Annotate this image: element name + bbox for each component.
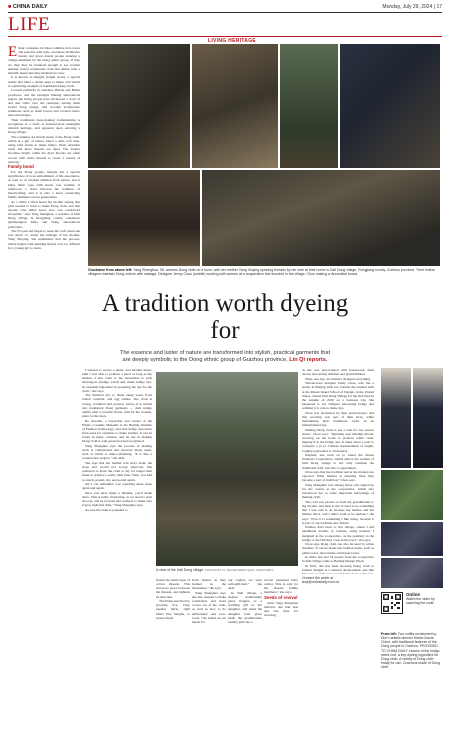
paragraph: I learned to weave a meter, and another meter, until I was able to produce a piece as long as my mother. I also went to the mountains to pick liaolangcao (indigo weed) and, made indigo dye, an essential ingredient in preparing the dye for the cloth," she says. [82, 368, 152, 393]
paragraph: In 2023, she and 54 people from the cooperative in Dali village came to Beijing Design Week. [302, 555, 374, 564]
village-photo-caption [156, 568, 298, 572]
side-photo-caption [381, 632, 443, 669]
photo-dior-outfit-1 [381, 368, 411, 468]
paragraph: Taiwan-born designer Jenny Chou, who has a studio in Beijing with two friends she studied with at the Rhode Island School of Design, in the United States, visited Dali Dong Village for the first time in the autumn of 2016 on a business trip. She happened to see villagers harvesting indigo and walking it to rain to make dye. [302, 381, 374, 411]
qr-code-icon[interactable] [381, 592, 403, 614]
photo-mother-spinning [192, 44, 278, 168]
paragraph: After Yang Shenghua married, she had less and less time for weaving, [264, 600, 298, 618]
byline: Lin Qi reports. [289, 357, 328, 363]
paragraph: Then, one day, an architect changed everything. [305, 376, 371, 381]
subhead-seeds-of-revival: Seeds of revival [264, 595, 298, 601]
drop-cap: E [8, 46, 18, 60]
photo-cushions [381, 558, 443, 588]
section-kicker: LIVING HERITAGE [208, 38, 257, 44]
logo-mark-icon: ■ [8, 4, 12, 10]
paragraph: from bushes as they farmed in the mountains," she says. [192, 578, 226, 591]
paragraph: As sure the cloth is pounded to [85, 507, 128, 512]
photo-dong-cloth [381, 522, 443, 556]
paragraph: The finished dye is made using water from boiled cowhide, and egg whites. The cloth is wrung, scrubbed and pressed, before it is turned into traditional Dong garments — dark indigo outfits with a colorful flower trim for the women, plain for the men. [82, 393, 152, 419]
logo-text: CHINA DAILY [12, 4, 48, 10]
paragraph: Making Dong cloth is not a task for one person alone," Chou says. "Spinning and winding thread, weaving on the loom to produce white cloth, dipping it in the indigo dye. It takes about a year to complete a pi (a Chinese measurement of length, roughly equivalent to 33 meters). [302, 427, 374, 453]
paragraph: As a child, I often heard my mother saying that girls needed to learn to make Dong cloth, and that anyone who didn't know how was considered incapable," says Yang Shenghua, a resident of Dali Dong village in Rongjiang county, Guizhou's Qiandongnan Miao and Dong autonomous prefecture. [8, 199, 80, 229]
paragraph: She says that her mother was strict about the steps and would not accept shortcuts. She preferred to leave the cloth to dry for longer than usual to achieve a really dark blue. Then, you had to starch, pound, dry, and pound again. [82, 461, 152, 482]
paragraph: For the Dong people, liangbu has a special significance. It is an embodiment of life experience, as well as of wisdom distilled from nature, and it helps them cope with harsh, wet weather. It reinforces a bond between the tradition of handcrafting, and it is also a bond connecting family members across generations. [8, 170, 80, 200]
main-photo-caption [88, 268, 440, 276]
paragraph: Located primarily in Guizhou, Hunan and Hubei provinces, and the Guangxi Zhuang autonomous region, the Dong people have developed a trove of arts and crafts over the centuries, among them Grand Song (dage), and wooden architecture traditions, such as drum towers and covered wind-and-rain bridges. [8, 88, 80, 118]
paragraph: The craft was passed on from my grandmother to my mother, and then to me. It used to be something that I was told to do because my mother and her mother did it, and I didn't want to be undone," she says. "Now it is something I like doing, because it is part of our tradition and culture. [302, 499, 374, 525]
issue-date: Monday, July 29, 2024 | 17 [382, 4, 442, 10]
photo-decorative-board [202, 170, 440, 266]
article-column-5 [228, 578, 262, 638]
article-headline: A tradition worth dyeing for [101, 290, 349, 344]
article-column-right [302, 368, 374, 574]
paragraph: It is known as liangbu (bright cloth), a special textile that takes a dozen steps to make, and which is a glittering example of handmade Dong cloth. [8, 75, 80, 88]
photo-weaving-loom [88, 44, 190, 168]
paragraph: Chou was fascinated by their perseverance, and that weaving was part of their lives, while maintaining their traditional styles in an industrialized age. [302, 410, 374, 428]
online-title: Online [406, 592, 421, 597]
subhead-family-bond: Family bond [8, 164, 34, 170]
caption-text: A view of the Dali Dong village. [156, 568, 205, 572]
caption-label: Clockwise from above left: [88, 268, 133, 272]
caption-label: From left: [381, 632, 397, 636]
paragraph: All I can remember was repeating these steps again and again. [82, 482, 152, 491]
paragraph: Inspired, she went on to found the Douse Women's Cooperative, which allows the women of Dali Dong village to not only continue the traditional craft, but also to experiment. [302, 453, 374, 470]
online-text: Watch the video by scanning the code. [406, 597, 435, 605]
masthead-logo [8, 4, 48, 10]
paragraph: Women don't need to live village, where I sell handmade textiles to tourists, using patterns I designed in the cooperative, as the painting on the bridge or the fish they cook in the river," she says. [302, 525, 374, 542]
paragraph: Once you have made a mistake, you'll make more. This is really frustrating, as we need to start all over, and be focused and cautious to make sure it goes right this time," Yang Shenghua says. [82, 490, 152, 508]
contact-email[interactable]: linqi@chinadaily.com.cn [302, 580, 340, 585]
section-title: LIFE [8, 14, 51, 35]
photo-dye-hands [88, 170, 200, 266]
article-column-6 [264, 578, 298, 638]
section-divider [8, 36, 442, 37]
paragraph: Their traditional dress-making craftsmanship is recognized as a form of national-level intangible cultural heritage, and apparent upon entering a Dong village. [8, 117, 80, 135]
intro-paragraph: Ethnic costumes in China combine rich colors and patterns with style, and these distinctive beauty and grace dazzle people entering a village inhabited by the Dong ethnic group. If they do, they may be fortunate enough to see women making waxed ceremonial cloth that shines with a metallic sheen that they themselves wear. [8, 46, 80, 75]
photo-designer-cooperative [280, 44, 338, 168]
paragraph: In 2021, she has been showing Dong cloth to fashion designs is a cultural development, just like [302, 563, 374, 573]
article-column-3 [156, 578, 190, 638]
paragraph: In Dali village, a mother traditionally gives liangbu as a wedding gift to her daughter, and when the daughter later gives birth, the grandmother usually gifts her a [228, 590, 262, 624]
paragraph: Yang Shenghua was among those who signed up for the course at the cooperative, which also introduced her to some important knowledge of making cloth. [302, 482, 374, 500]
paragraph: Chou says Dong cloth can also be used by urban dwellers. It can be made into fashion items, such as pillowcases, decorations and tissue boxes. [302, 542, 374, 555]
paragraph: Yang Shenghua says the process of making cloth is complicated and involves many steps, each of which is time-consuming. "It is like a construction project," she adds. [82, 443, 152, 461]
photo-dali-village [156, 372, 298, 566]
deck-text: The essence and luster of nature are transformed into stylish, practical garments that are deeply symbolic to the Dong ethnic group of Guizhou province, [119, 350, 331, 363]
photo-indigo-weed [381, 470, 443, 520]
paragraph: Chou says that the tradition and at the modern are opposed. What matters is ensuring what may become a part of tradition," Chou says. [302, 470, 374, 483]
contact-label: Contact the writer at [302, 576, 334, 580]
masthead-divider [8, 12, 442, 13]
caption-text: Yang Shenghua, 55, weaves Dong cloth on a loom, with her mother Yang Xiuying spinning threads by her side at their home in Dali Dong village, Rongjiang county, Guizhou province. Their hollow villagers maintain Dong culture with vastage. Designer Jenny Chou (middle) working with women at a cooperative she founded in the village. Chou making a decorative board. [88, 268, 435, 277]
paragraph: our clothes; we were self-sufficient," she adds. [228, 578, 262, 591]
online-video-box [381, 592, 443, 614]
article-column-4 [192, 578, 226, 638]
paragraph: as she was preoccupied with housework, farm chores and raising children and grandchildren. [302, 368, 374, 377]
article-column-1 [8, 46, 80, 740]
contact-info [302, 576, 377, 584]
paragraph: The costumes are mostly made of the Dong cloth, which is a gift of nature. Dyed a dark, rich blue, using wild plants to make indigo. Both, machine cloth and more threads are dyed. The former becomes bright, while the dyed threads are often woven with white threads to create a variety of patterns. [8, 134, 80, 164]
paragraph: flatten the entire layer of cotton threads. This leaves no space between the threads, and tightens its structure. [156, 578, 190, 599]
photo-credit: PHOTOS BY LU JIE AND WANG QIAN / CHINA DAILY [205, 568, 274, 572]
paragraph: woven patterned baby carrier. This is only for the dearest family members," she says. [264, 578, 298, 595]
photo-dior-outfit-2 [413, 368, 443, 468]
article-deck [118, 350, 332, 364]
caption-text: Two outfits envisioned by Dior's artistic director Maria Grazia Chiuri, with traditional features of the Dong people in Guizhou. PROVIDED TO CHINA DAILY Leaves of the indigo-weed root, a key dyeing ingredient for Dong cloth. A variety of Dong cloth ready for use. Cushions made of Dong cloth. [381, 632, 441, 670]
article-column-2 [82, 368, 152, 740]
paragraph: Yang Shenghua says she also learned to make waistbands and head covers out of the cloth, as well as how to do embroidery and lace-work. "We relied on our hands for [192, 590, 226, 624]
photo-women-working [340, 44, 440, 168]
paragraph: The 55-year-old began to learn the craft when she was about 11, under the tutelage of her mother, Yang Xiuying. She remembers that the process, which begins with spinning thread, was too difficult for a young girl to learn. [8, 229, 80, 250]
paragraph: Bo Xiaoxin, a researcher and curator at the Ethnic Costume Museum at the Beijing Institute of Fashion Technology, says that indigo dyes have been used for centuries to make textiles. It can be found in many cultures, and its use in making Dong cloth is well-preserved and recognized. [82, 418, 152, 444]
paragraph: The Dong survived by growing rice. They needed thick, tight fabric like liangbu, to protect them [156, 599, 190, 620]
